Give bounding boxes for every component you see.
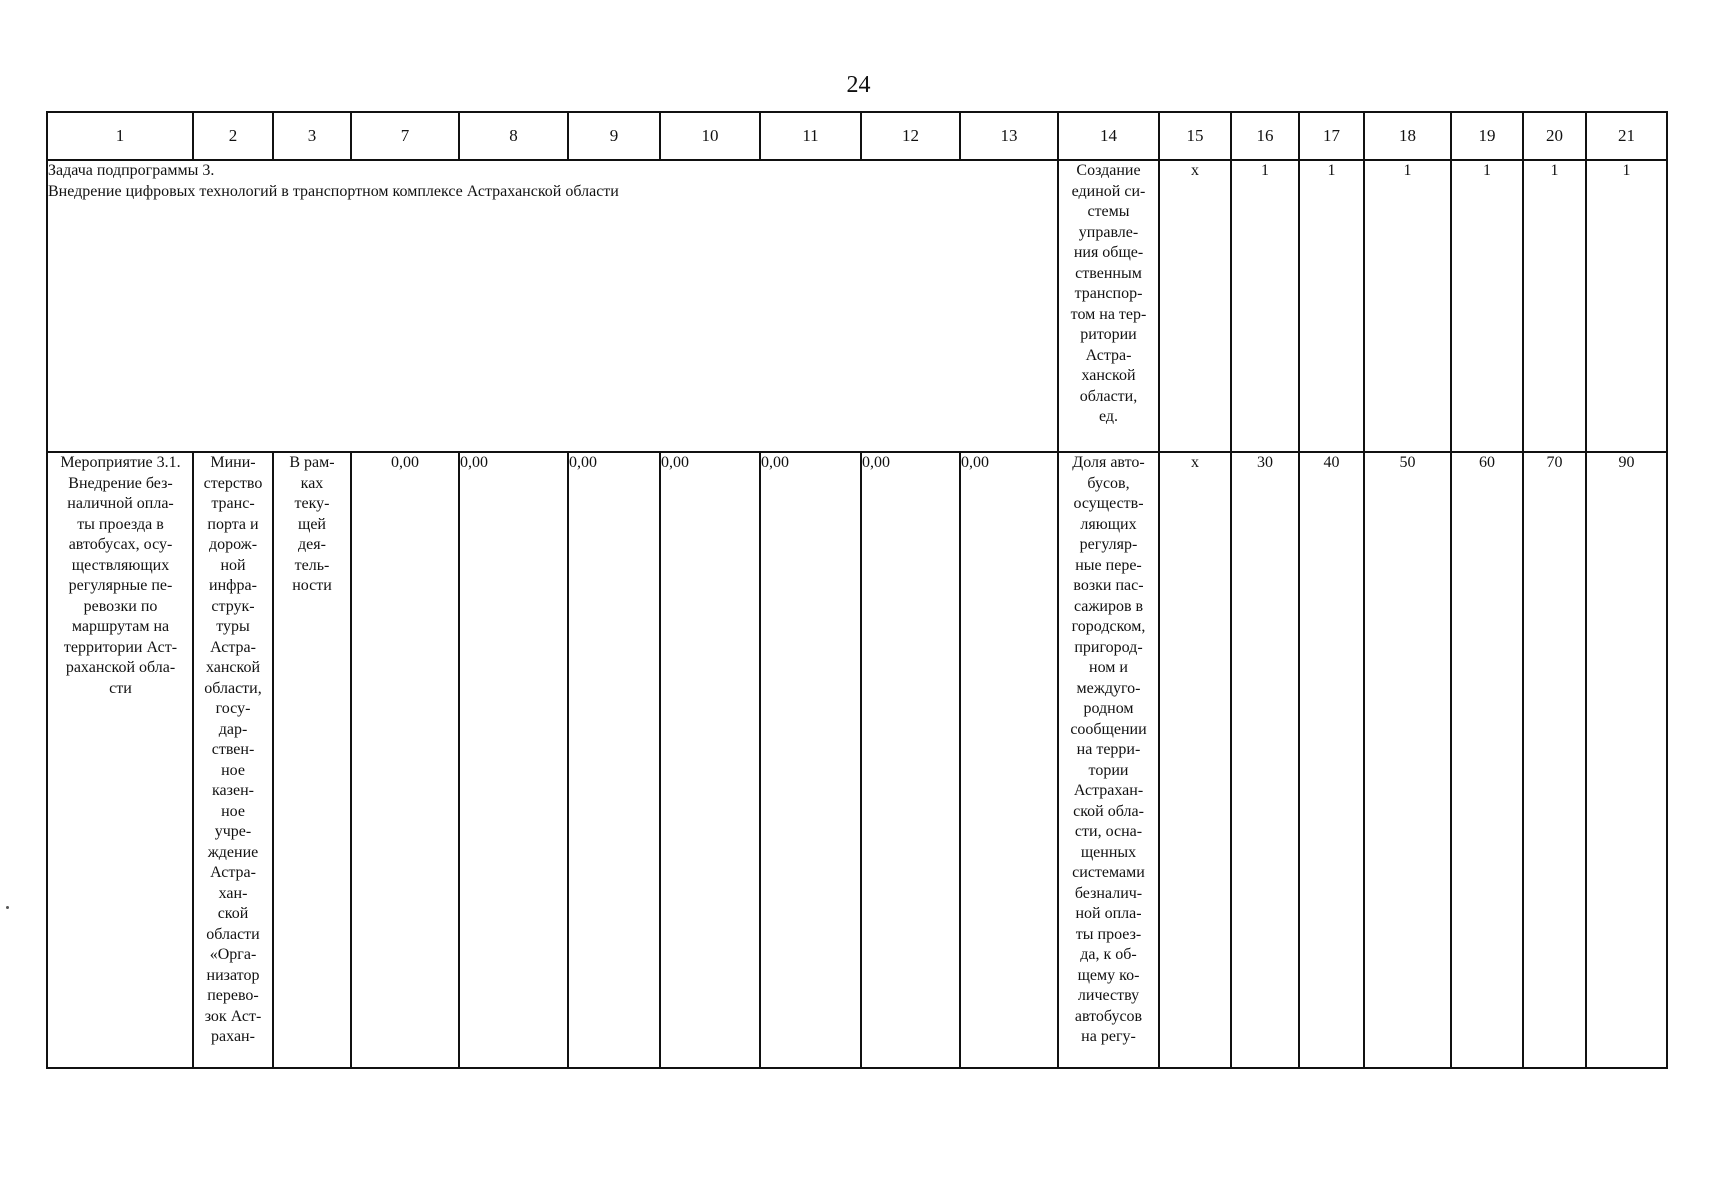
scan-artifact-dot — [6, 906, 9, 909]
activity-executor: Мини- стерство транс- порта и дорож- ной инфра- струк- туры Астра- ханской области, госу- дар- ствен- ное казен- ное учре- ждение Астра- хан- ской области «Орга- низатор перево- зок Аст- рахан- — [203, 454, 263, 1045]
program-table — [46, 111, 1668, 1069]
header-cell: 18 — [1364, 112, 1451, 160]
activity-indicator-text: Доля авто- бусов, осуществ- ляющих регуляр- ные пере- возки пас- сажиров в городском, пригород- ном и междуго- родном сообщении на терри- тории Астрахан- ской обла- сти, осна- щенных системами безналич- ной опла- ты проез- да, к об- щему ко- личеству автобусов на регу- — [1070, 454, 1147, 1045]
header-cell: 16 — [1231, 112, 1299, 160]
activity-funding-note: В рам- ках теку- щей дея- тель- ности — [289, 454, 335, 594]
header-cell: 19 — [1451, 112, 1523, 160]
header-cell: 14 — [1058, 112, 1159, 160]
header-row — [47, 112, 1667, 160]
activity-name-cell — [47, 452, 193, 1068]
activity-col7: 0,00 — [351, 452, 459, 1068]
task-title-line2: Внедрение цифровых технологий в транспортном комплексе Астраханской области — [48, 182, 619, 200]
task-col20: 1 — [1523, 160, 1586, 452]
page-number: 24 — [846, 72, 871, 98]
header-cell: 10 — [660, 112, 760, 160]
activity-col20: 70 — [1523, 452, 1586, 1068]
header-cell: 9 — [568, 112, 660, 160]
header-cell: 8 — [459, 112, 568, 160]
activity-indicator-cell — [1058, 452, 1159, 1068]
activity-col18: 50 — [1364, 452, 1451, 1068]
activity-row — [47, 452, 1667, 1068]
header-cell: 2 — [193, 112, 273, 160]
task-col17: 1 — [1299, 160, 1364, 452]
activity-col19: 60 — [1451, 452, 1523, 1068]
activity-col12: 0,00 — [861, 452, 960, 1068]
task-col21: 1 — [1586, 160, 1667, 452]
task-col16: 1 — [1231, 160, 1299, 452]
header-cell: 21 — [1586, 112, 1667, 160]
header-cell: 3 — [273, 112, 351, 160]
activity-col8: 0,00 — [459, 452, 568, 1068]
task-col18: 1 — [1364, 160, 1451, 452]
header-cell: 15 — [1159, 112, 1231, 160]
activity-funding-cell — [273, 452, 351, 1068]
task-indicator-text: Создание единой си- стемы управле- ния обще- ственным транспор- том на тер- ритории Астра- ханской области, ед. — [1070, 162, 1147, 425]
activity-col17: 40 — [1299, 452, 1364, 1068]
task-title-cell — [47, 160, 1058, 452]
header-cell: 7 — [351, 112, 459, 160]
activity-col15: х — [1159, 452, 1231, 1068]
activity-executor-cell — [193, 452, 273, 1068]
task-indicator-cell — [1058, 160, 1159, 452]
task-col15: х — [1159, 160, 1231, 452]
header-cell: 11 — [760, 112, 861, 160]
header-cell: 17 — [1299, 112, 1364, 160]
activity-col16: 30 — [1231, 452, 1299, 1068]
task-title-line1: Задача подпрограммы 3. — [48, 162, 215, 179]
task-row — [47, 160, 1667, 452]
activity-col11: 0,00 — [760, 452, 861, 1068]
activity-col9: 0,00 — [568, 452, 660, 1068]
task-col19: 1 — [1451, 160, 1523, 452]
activity-col21: 90 — [1586, 452, 1667, 1068]
activity-col10: 0,00 — [660, 452, 760, 1068]
header-cell: 1 — [47, 112, 193, 160]
header-cell: 13 — [960, 112, 1058, 160]
activity-name: Мероприятие 3.1. Внедрение без- наличной опла- ты проезда в автобусах, осу- ществляющих регулярные пе- ревозки по маршрутам на территории Аст- раханской обла- сти — [60, 454, 181, 697]
header-cell: 12 — [861, 112, 960, 160]
header-cell: 20 — [1523, 112, 1586, 160]
activity-col13: 0,00 — [960, 452, 1058, 1068]
